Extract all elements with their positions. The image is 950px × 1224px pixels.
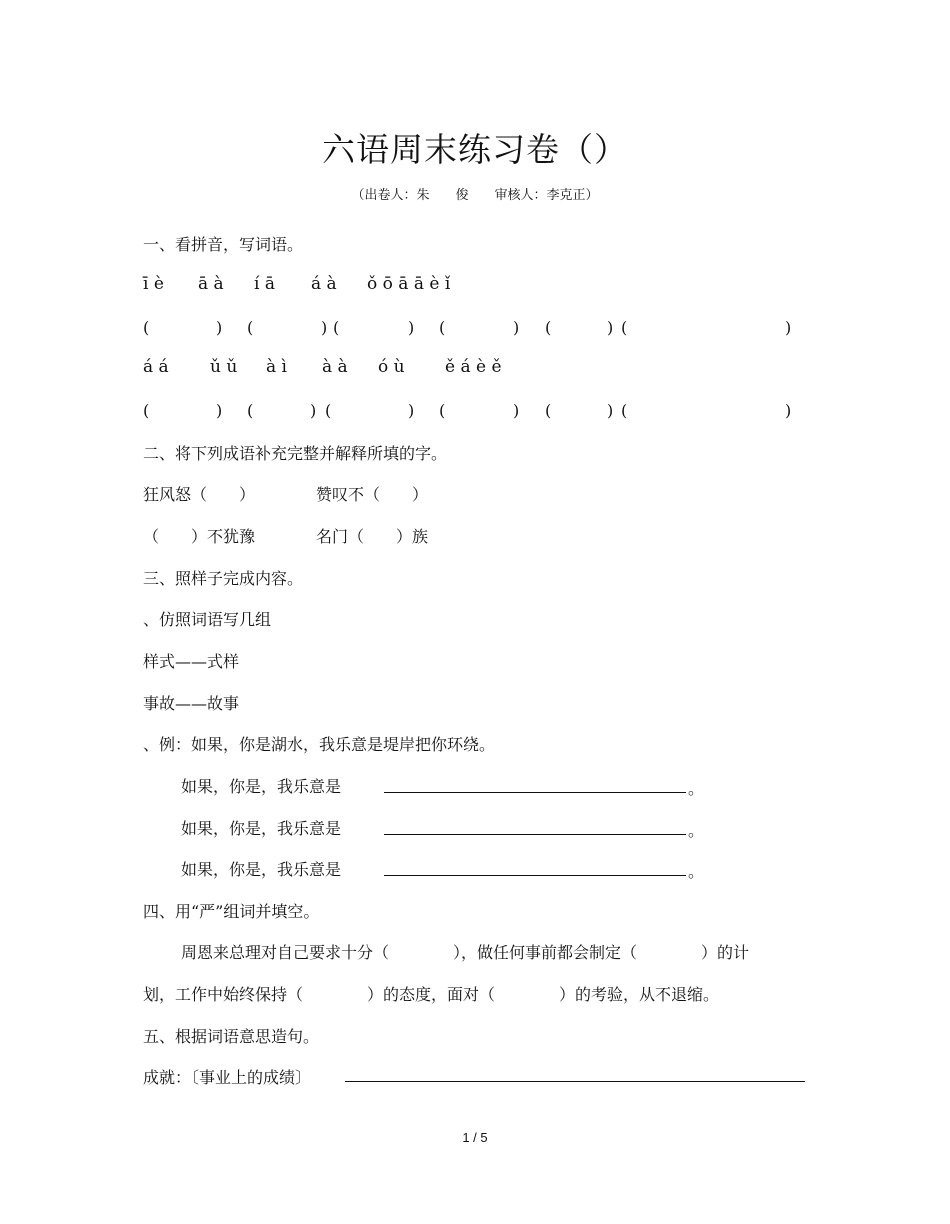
- section2-heading: 二、将下列成语补充完整并解释所填的字。: [143, 444, 448, 463]
- pinyin-word: ī è: [143, 274, 164, 294]
- idiom-item: （ ）不犹豫: [143, 527, 256, 546]
- fill-prompt: 如果，你是，我乐意是: [181, 777, 342, 796]
- paren-close: ): [785, 318, 792, 337]
- fill-prompt: 如果，你是，我乐意是: [181, 819, 342, 838]
- answer-blank[interactable]: [345, 1081, 805, 1082]
- paren-open: (: [333, 318, 340, 337]
- sentence-item: 成就：〔事业上的成绩〕: [143, 1068, 312, 1087]
- fill-prompt: 如果，你是，我乐意是: [181, 860, 342, 879]
- example-line: 样式——式样: [143, 652, 240, 671]
- paren-close: ): [607, 401, 614, 420]
- paren-open: (: [247, 401, 254, 420]
- pinyin-word: ǒ ō ā ā è ǐ: [367, 274, 451, 294]
- pinyin-word: á á: [143, 357, 169, 377]
- answer-blank[interactable]: [384, 792, 686, 793]
- answer-blank[interactable]: [384, 875, 686, 876]
- section5-heading: 五、根据词语意思造句。: [143, 1027, 320, 1046]
- paren-open: (: [247, 318, 254, 337]
- paren-close: ): [513, 318, 520, 337]
- paren-open: (: [325, 401, 332, 420]
- section1-heading: 一、看拼音，写词语。: [143, 235, 304, 254]
- pinyin-word: í ā: [254, 274, 275, 294]
- paren-close: ): [321, 318, 328, 337]
- pinyin-word: ā à: [198, 274, 224, 294]
- page-title: 六语周末练习卷（）: [322, 130, 628, 169]
- pinyin-word: à à: [322, 357, 348, 377]
- paren-open: (: [545, 401, 552, 420]
- paren-close: ): [408, 401, 415, 420]
- paren-open: (: [439, 318, 446, 337]
- paren-open: (: [621, 318, 628, 337]
- paren-close: ): [310, 401, 317, 420]
- section3-sub1: 、仿照词语写几组: [143, 610, 272, 629]
- paren-close: ): [216, 318, 223, 337]
- paragraph-line: 周恩来总理对自己要求十分（ ），做任何事前都会制定（ ）的计: [181, 943, 750, 962]
- paren-open: (: [545, 318, 552, 337]
- paragraph-line: 划，工作中始终保持（ ）的态度，面对（ ）的考验，从不退缩。: [143, 985, 720, 1004]
- idiom-item: 名门（ ）族: [316, 527, 429, 546]
- paren-close: ): [216, 401, 223, 420]
- section4-heading: 四、用“严”组词并填空。: [143, 902, 320, 921]
- page-subtitle: （出卷人：朱 俊 审核人：李克正）: [351, 188, 599, 203]
- section3-sub2: 、例：如果，你是湖水，我乐意是堤岸把你环绕。: [143, 735, 496, 754]
- page-number: 1 / 5: [462, 1130, 488, 1145]
- paren-close: ): [513, 401, 520, 420]
- pinyin-word: à ì: [266, 357, 287, 377]
- paren-close: ): [785, 401, 792, 420]
- section3-heading: 三、照样子完成内容。: [143, 569, 304, 588]
- paren-open: (: [143, 401, 150, 420]
- paren-open: (: [621, 401, 628, 420]
- idiom-item: 狂风怒（ ）: [143, 485, 256, 504]
- fill-end: 。: [688, 821, 705, 840]
- pinyin-word: ě á è ě: [445, 357, 502, 377]
- idiom-item: 赞叹不（ ）: [316, 485, 429, 504]
- pinyin-word: ǔ ǔ: [210, 357, 238, 377]
- example-line: 事故——故事: [143, 694, 240, 713]
- pinyin-word: á à: [311, 274, 337, 294]
- paren-close: ): [607, 318, 614, 337]
- pinyin-word: ó ù: [378, 357, 405, 377]
- fill-end: 。: [688, 862, 705, 881]
- paren-open: (: [439, 401, 446, 420]
- paren-close: ): [408, 318, 415, 337]
- fill-end: 。: [688, 779, 705, 798]
- answer-blank[interactable]: [384, 834, 686, 835]
- paren-open: (: [143, 318, 150, 337]
